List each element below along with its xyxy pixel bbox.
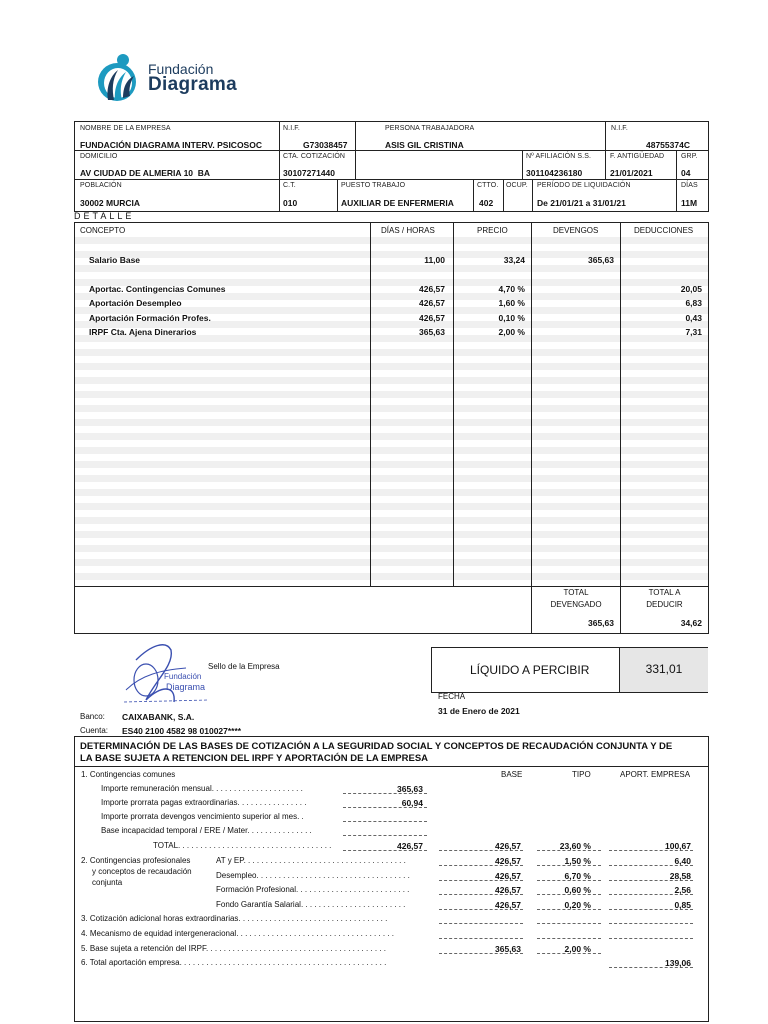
total-deducir: 34,62 — [680, 618, 702, 628]
bases-title-1: DETERMINACIÓN DE LAS BASES DE COTIZACIÓN A LA SEGURIDAD SOCIAL Y CONCEPTOS DE RECAUDACIÓN CONJUNTA Y DE — [80, 741, 673, 752]
bases-title-2: LA BASE SUJETA A RETENCION DEL IRPF Y APORTACIÓN DE LA EMPRESA — [80, 753, 429, 764]
sello-label: Sello de la Empresa — [208, 662, 280, 671]
row-stripe — [75, 559, 708, 566]
total-deducir-label-2: DEDUCIR — [646, 600, 683, 609]
afiliacion-label: Nº AFILIACIÓN S.S. — [526, 153, 592, 160]
item-precio: 2,00 % — [498, 327, 525, 337]
s4-label: 4. Mecanismo de equidad intergeneracional. . . . . . . . . . . . . . . . . . . . . . . . . . . . . . . . . . . . — [81, 929, 395, 938]
col-devengos: DEVENGOS — [553, 226, 599, 235]
row-stripe — [75, 489, 708, 496]
col-precio: PRECIO — [477, 226, 508, 235]
s3-label: 3. Cotización adicional horas extraordinarias. . . . . . . . . . . . . . . . . . . . . . . . . . . . . . . . . . — [81, 914, 388, 923]
item-concepto: Aportac. Contingencias Comunes — [89, 284, 226, 294]
cta-label: CTA. COTIZACIÓN — [283, 153, 346, 160]
row-stripe — [75, 531, 708, 538]
ct-value: 010 — [283, 198, 298, 208]
s1b-label: Importe prorrata pagas extraordinarias. . . . . . . . . . . . . . . . — [101, 798, 307, 807]
item-dias: 426,57 — [419, 313, 445, 323]
total-deducir-label-1: TOTAL A — [648, 588, 681, 597]
s1-total-label: TOTAL. . . . . . . . . . . . . . . . . . . . . . . . . . . . . . . . . . . — [153, 841, 332, 850]
periodo-label: PERÍODO DE LIQUIDACIÓN — [537, 182, 631, 189]
dias-label: DÍAS — [681, 182, 698, 189]
s1b-value: 60,94 — [401, 798, 423, 808]
s2-title-3: conjunta — [92, 878, 123, 887]
s2c-tipo: 0,60 % — [564, 885, 591, 895]
domicilio-value: AV CIUDAD DE ALMERIA 10 BA — [80, 168, 211, 178]
dias-value: 11M — [681, 198, 698, 208]
afiliacion-value: 301104236180 — [526, 168, 583, 178]
s2a-aport: 6,40 — [674, 856, 691, 866]
header-box — [74, 121, 709, 212]
row-stripe — [75, 503, 708, 510]
item-precio: 4,70 % — [498, 284, 525, 294]
s2d-aport: 0,85 — [674, 900, 691, 910]
row-stripe — [75, 363, 708, 370]
item-precio: 33,24 — [503, 255, 525, 265]
s2d-tipo: 0,20 % — [564, 900, 591, 910]
s2d-label: Fondo Garantía Salarial. . . . . . . . . . . . . . . . . . . . . . . . — [216, 900, 406, 909]
total-devengado-label-2: DEVENGADO — [550, 600, 602, 609]
cuenta-value: ES40 2100 4582 98 010027**** — [122, 726, 242, 736]
stamp-line1: Fundación — [164, 672, 202, 681]
antiguedad-value: 21/01/2021 — [610, 168, 653, 178]
s6-label: 6. Total aportación empresa. . . . . . . . . . . . . . . . . . . . . . . . . . . . . . . . . . . . . . . . . . . . . . . — [81, 958, 387, 967]
item-devengos: 365,63 — [588, 255, 614, 265]
s2c-base: 426,57 — [495, 885, 521, 895]
bases-box — [74, 736, 709, 1022]
empresa-value: FUNDACIÓN DIAGRAMA INTERV. PSICOSOC — [80, 140, 262, 150]
ocup-label: OCUP. — [506, 182, 528, 189]
logo — [96, 52, 246, 102]
s2a-label: AT y EP. . . . . . . . . . . . . . . . . . . . . . . . . . . . . . . . . . . . . — [216, 856, 406, 865]
col-base: BASE — [501, 770, 523, 779]
detalle-title: DETALLE — [74, 211, 135, 221]
banco-label: Banco: — [80, 712, 105, 721]
liquido-box — [431, 647, 708, 693]
item-dias: 426,57 — [419, 284, 445, 294]
row-stripe — [75, 475, 708, 482]
cta-value: 30107271440 — [283, 168, 336, 178]
item-dias: 426,57 — [419, 298, 445, 308]
row-stripe — [75, 433, 708, 440]
logo-line1: Fundación — [148, 61, 214, 77]
item-precio: 1,60 % — [498, 298, 525, 308]
row-stripe — [75, 391, 708, 398]
trabajador-value: ASIS GIL CRISTINA — [385, 140, 464, 150]
row-stripe — [75, 377, 708, 384]
item-dias: 11,00 — [424, 255, 445, 265]
s2b-base: 426,57 — [495, 871, 521, 881]
row-stripe — [75, 545, 708, 552]
liquido-value-cell — [619, 648, 708, 692]
s2b-aport: 28,58 — [669, 871, 691, 881]
logo-line2: Diagrama — [148, 74, 237, 95]
row-stripe — [75, 265, 708, 272]
total-devengado-label-1: TOTAL — [563, 588, 589, 597]
grp-label: GRP. — [681, 153, 698, 160]
stamp-line2: Diagrama — [166, 682, 206, 692]
trabajador-label: PERSONA TRABAJADORA — [385, 125, 475, 132]
nif2-label: N.I.F. — [611, 125, 628, 132]
item-concepto: Salario Base — [89, 255, 141, 265]
col-deducciones: DEDUCCIONES — [634, 226, 694, 235]
s1-base: 426,57 — [495, 841, 521, 851]
detail-table — [74, 222, 709, 634]
s2c-label: Formación Profesional. . . . . . . . . . . . . . . . . . . . . . . . . . — [216, 885, 410, 894]
s1-tipo: 23,60 % — [559, 841, 591, 851]
s6-aport: 139,06 — [665, 958, 691, 968]
row-stripe — [75, 405, 708, 412]
s2-title-1: 2. Contingencias profesionales — [81, 856, 191, 865]
col-aport: APORT. EMPRESA — [620, 770, 691, 779]
item-deducciones: 0,43 — [685, 313, 702, 323]
banco-value: CAIXABANK, S.A. — [122, 712, 195, 722]
ctto-label: CTTO. — [477, 182, 499, 189]
s1d-label: Base incapacidad temporal / ERE / Mater. . . . . . . . . . . . . . . — [101, 826, 312, 835]
s2b-tipo: 6,70 % — [564, 871, 591, 881]
nif-label: N.I.F. — [283, 125, 300, 132]
total-devengado: 365,63 — [588, 618, 614, 628]
s1a-value: 365,63 — [397, 784, 423, 794]
item-concepto: Aportación Desempleo — [89, 298, 182, 308]
logo-icon — [96, 52, 142, 102]
empresa-label: NOMBRE DE LA EMPRESA — [80, 125, 171, 132]
row-stripe — [75, 419, 708, 426]
nif-value: G73038457 — [303, 140, 348, 150]
domicilio-label: DOMICILIO — [80, 153, 118, 160]
grp-value: 04 — [681, 168, 691, 178]
item-dias: 365,63 — [419, 327, 445, 337]
periodo-value: De 21/01/21 a 31/01/21 — [537, 198, 626, 208]
s1-aport: 100,67 — [665, 841, 691, 851]
ctto-value: 402 — [479, 198, 494, 208]
s2d-base: 426,57 — [495, 900, 521, 910]
s1c-label: Importe prorrata devengos vencimiento superior al mes. . — [101, 812, 304, 821]
item-concepto: Aportación Formación Profes. — [89, 313, 211, 323]
poblacion-label: POBLACIÓN — [80, 182, 122, 189]
s2b-label: Desempleo. . . . . . . . . . . . . . . . . . . . . . . . . . . . . . . . . . . — [216, 871, 410, 880]
item-concepto: IRPF Cta. Ajena Dinerarios — [89, 327, 197, 337]
item-deducciones: 6,83 — [685, 298, 702, 308]
puesto-label: PUESTO TRABAJO — [341, 182, 406, 189]
item-deducciones: 7,31 — [685, 327, 702, 337]
row-stripe — [75, 573, 708, 580]
s1-total-value: 426,57 — [397, 841, 423, 851]
item-precio: 0,10 % — [498, 313, 525, 323]
row-stripe — [75, 349, 708, 356]
row-stripe — [75, 237, 708, 244]
antiguedad-label: F. ANTIGÜEDAD — [610, 153, 665, 160]
liquido-label: LÍQUIDO A PERCIBIR — [470, 663, 590, 677]
puesto-value: AUXILIAR DE ENFERMERIA — [341, 198, 454, 208]
s2-title-2: y conceptos de recaudación — [92, 867, 192, 876]
s5-base: 365,63 — [495, 944, 521, 954]
s5-label: 5. Base sujeta a retención del IRPF. . . . . . . . . . . . . . . . . . . . . . . . . . . . . . . . . . . . . . . . . — [81, 944, 386, 953]
s2a-base: 426,57 — [495, 856, 521, 866]
company-stamp — [116, 640, 216, 710]
cuenta-label: Cuenta: — [80, 726, 109, 735]
fecha-value: 31 de Enero de 2021 — [438, 706, 520, 716]
row-stripe — [75, 517, 708, 524]
row-stripe — [75, 461, 708, 468]
liquido-value: 331,01 — [645, 662, 683, 676]
s1a-label: Importe remuneración mensual. . . . . . . . . . . . . . . . . . . . . — [101, 784, 303, 793]
col-concepto: CONCEPTO — [80, 226, 126, 235]
item-deducciones: 20,05 — [680, 284, 702, 294]
nif2-value: 48755374C — [646, 140, 690, 150]
s2c-aport: 2,56 — [674, 885, 691, 895]
fecha-label: FECHA — [438, 692, 466, 701]
s1-title: 1. Contingencias comunes — [81, 770, 176, 779]
col-dias: DÍAS / HORAS — [381, 226, 435, 235]
poblacion-value: 30002 MURCIA — [80, 198, 140, 208]
col-tipo: TIPO — [572, 770, 591, 779]
row-stripe — [75, 447, 708, 454]
ct-label: C.T. — [283, 182, 296, 189]
s2a-tipo: 1,50 % — [564, 856, 591, 866]
s5-tipo: 2,00 % — [564, 944, 591, 954]
